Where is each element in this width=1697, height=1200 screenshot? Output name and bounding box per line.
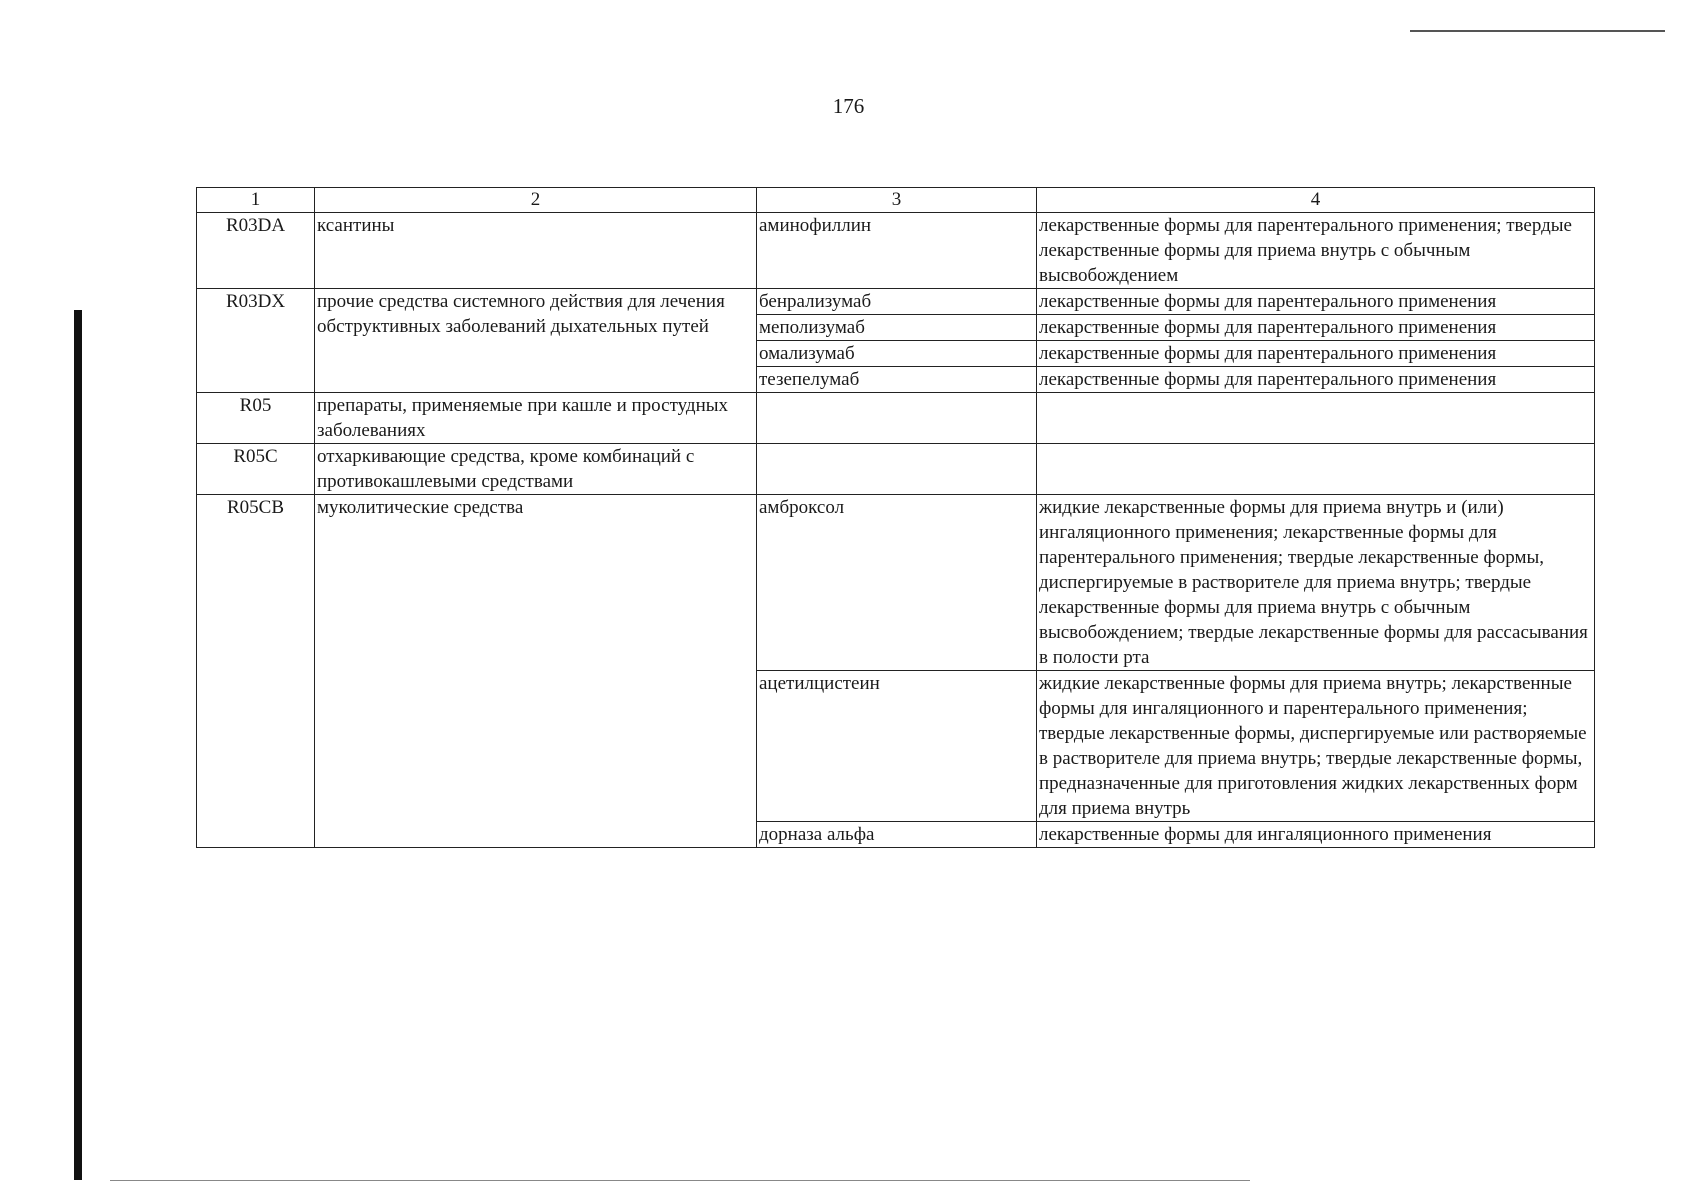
drug-table [196,187,1595,848]
group-name: отхаркивающие средства, кроме комбинаций с противокашлевыми средствами [315,444,757,495]
dosage-forms: лекарственные формы для парентерального применения [1037,367,1595,393]
group-name: прочие средства системного действия для лечения обструктивных заболеваний дыхательных путей [315,289,757,393]
dosage-forms: лекарственные формы для парентерального применения [1037,341,1595,367]
scan-line-top [1410,30,1665,32]
dosage-forms [1037,393,1595,444]
atc-code: R03DX [197,289,315,393]
drug-name: омализумаб [757,341,1037,367]
drug-name: амброксол [757,495,1037,671]
drug-name: дорназа альфа [757,822,1037,848]
table-row [197,444,1595,495]
dosage-forms: лекарственные формы для парентерального применения [1037,315,1595,341]
table-row [197,213,1595,289]
dosage-forms: лекарственные формы для ингаляционного применения [1037,822,1595,848]
table-row [197,495,1595,671]
group-name: препараты, применяемые при кашле и простудных заболеваниях [315,393,757,444]
dosage-forms [1037,444,1595,495]
table-row [197,393,1595,444]
group-name: ксантины [315,213,757,289]
page-number: 176 [832,94,865,118]
drug-name: бенрализумаб [757,289,1037,315]
column-header: 2 [315,188,757,213]
drug-name [757,444,1037,495]
group-name: муколитические средства [315,495,757,848]
dosage-forms: лекарственные формы для парентерального применения [1037,289,1595,315]
atc-code: R05 [197,393,315,444]
scan-line-bottom [110,1180,1250,1181]
dosage-forms: жидкие лекарственные формы для приема внутрь и (или) ингаляционного применения; лекарственные формы для парентерального применения; твердые лекарственные формы, диспергируемые в растворителе для приема внутрь; твердые лекарственные формы для приема внутрь с обычным высвобождением; твердые лекарственные формы для рассасывания в полости рта [1037,495,1595,671]
scan-edge-mark [74,310,82,1180]
dosage-forms: жидкие лекарственные формы для приема внутрь; лекарственные формы для ингаляционного и парентерального применения; твердые лекарственные формы, диспергируемые или растворяемые в растворителе для приема внутрь; твердые лекарственные формы, предназначенные для приготовления жидких лекарственных форм для приема внутрь [1037,671,1595,822]
column-header: 1 [197,188,315,213]
drug-name [757,393,1037,444]
header-row [197,188,1595,213]
drug-name: тезепелумаб [757,367,1037,393]
atc-code: R05C [197,444,315,495]
atc-code: R05CB [197,495,315,848]
drug-name: ацетилцистеин [757,671,1037,822]
table-row [197,289,1595,315]
drug-name: аминофиллин [757,213,1037,289]
atc-code: R03DA [197,213,315,289]
drug-name: меполизумаб [757,315,1037,341]
dosage-forms: лекарственные формы для парентерального применения; твердые лекарственные формы для приема внутрь с обычным высвобождением [1037,213,1595,289]
column-header: 3 [757,188,1037,213]
column-header: 4 [1037,188,1595,213]
